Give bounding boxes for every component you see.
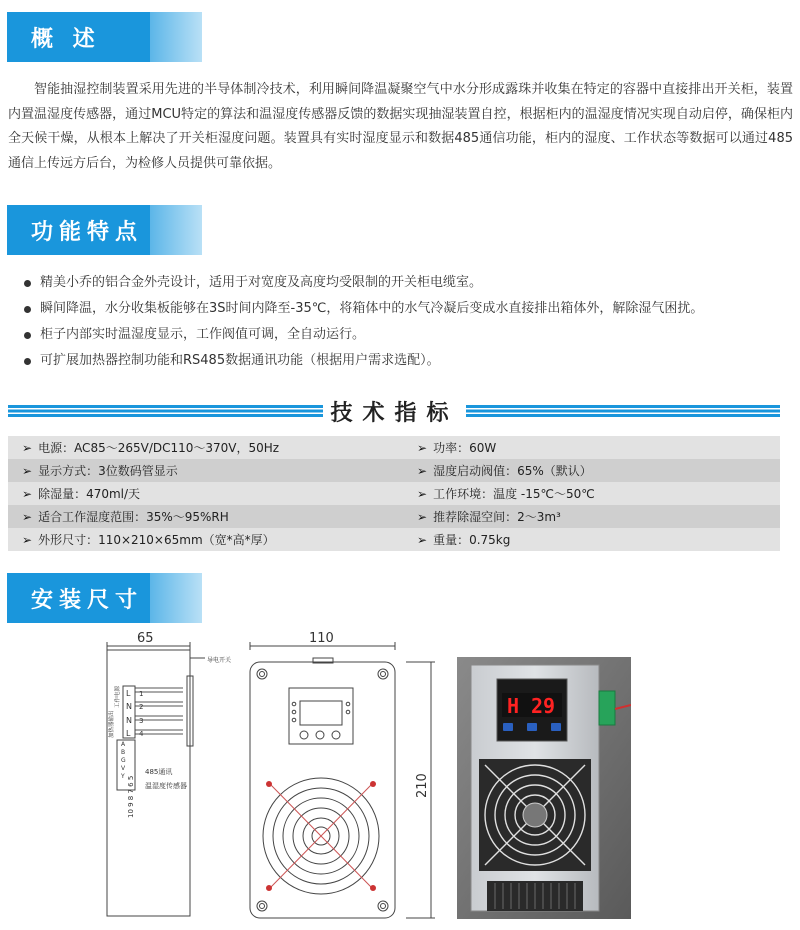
list-item: 瞬间降温，水分收集板能够在3S时间内降至-35℃，将箱体中的水气冷凝后变成水直接排出箱体外，解除湿气困扰。 [22,296,703,322]
terminal-number: 4 [139,730,144,738]
arrow-icon: ➢ [417,463,428,478]
spec-table [8,436,780,551]
terminal-number: 2 [139,703,144,711]
arrow-icon: ➢ [22,440,33,455]
display-value: 29 [531,694,556,718]
section-header-features [7,205,202,255]
pin-label: Y [121,773,125,780]
pin-label: V [121,765,126,772]
table-row: ➢ 电源：AC85～265V/DC110～370V，50Hz ➢ 功率：60W [8,436,780,459]
overview-text: 智能抽湿控制装置采用先进的半导体制冷技术，利用瞬间降温凝聚空气中水分形成露珠并收集在特定的容器中直接排出开关柜，装置内置温湿度传感器，通过MCU特定的算法和温湿度传感器反馈的数据实现抽湿装置自控，根据柜内的温湿度情况实现自动启停，确保柜内全天候干燥，从根本上解决了开关柜湿度问题。装置具有实时湿度显示和数据485通信功能，柜内的湿度、工作状态等数据可以通过485通信上传远方后台，为检修人员提供可靠依据。 [8,82,793,171]
arrow-icon: ➢ [22,532,33,547]
pin-label: G [121,757,126,764]
terminal-label: N [126,716,132,725]
dimension-drawing [95,628,455,924]
terminal-label: L [126,729,131,738]
section-title: 安装尺寸 [7,573,150,623]
drain-label: 导电开关 [207,657,232,664]
table-row: ➢ 适合工作湿度范围：35%～95%RH ➢ 推荐除湿空间：2～3m³ [8,505,780,528]
sensor-numbers: 10 9 8 7 6 5 [127,775,135,818]
dim-height: 210 [415,773,430,798]
table-row: ➢ 除湿量：470ml/天 ➢ 工作环境：温度 -15℃～50℃ [8,482,780,505]
pin-label: B [121,749,126,756]
work-power-label: 工作电源 [115,685,121,708]
table-row: ➢ 外形尺寸：110×210×65mm（宽*高*厚） ➢ 重量：0.75kg [8,528,780,551]
pin-label: A [121,741,126,748]
terminal-number: 1 [139,690,144,698]
terminal-number: 3 [139,717,144,725]
list-item: 精美小乔的铝合金外壳设计，适用于对宽度及高度均受限制的开关柜电缆室。 [22,270,703,296]
table-row: ➢ 显示方式：3位数码管显示 ➢ 湿度启动阀值：65%（默认） [8,459,780,482]
section-title: 技术指标 [330,401,459,426]
terminal-label: L [126,689,131,698]
terminal-label: N [126,702,132,711]
arrow-icon: ➢ [417,532,428,547]
arrow-icon: ➢ [417,509,428,524]
arrow-icon: ➢ [417,440,428,455]
section-header-overview [7,12,202,62]
section-header-install [7,573,202,623]
arrow-icon: ➢ [22,509,33,524]
feature-list [22,270,703,374]
section-header-tech [8,396,780,430]
heater-output-label: 加热器输出 [109,710,115,738]
arrow-icon: ➢ [22,486,33,501]
arrow-icon: ➢ [22,463,33,478]
comm-label: 485通讯 [145,768,173,776]
dim-width-front: 110 [309,631,334,646]
list-item: 可扩展加热器控制功能和RS485数据通讯功能（根据用户需求选配）。 [22,348,703,374]
section-title: 概 述 [7,12,150,62]
display-mode: H [507,694,520,718]
arrow-icon: ➢ [417,486,428,501]
product-photo [457,657,631,919]
section-title: 功能特点 [7,205,150,255]
sensor-label: 温湿度传感器 [145,782,187,790]
list-item: 柜子内部实时温湿度显示，工作阀值可调，全自动运行。 [22,322,703,348]
dim-width-side: 65 [137,631,154,646]
